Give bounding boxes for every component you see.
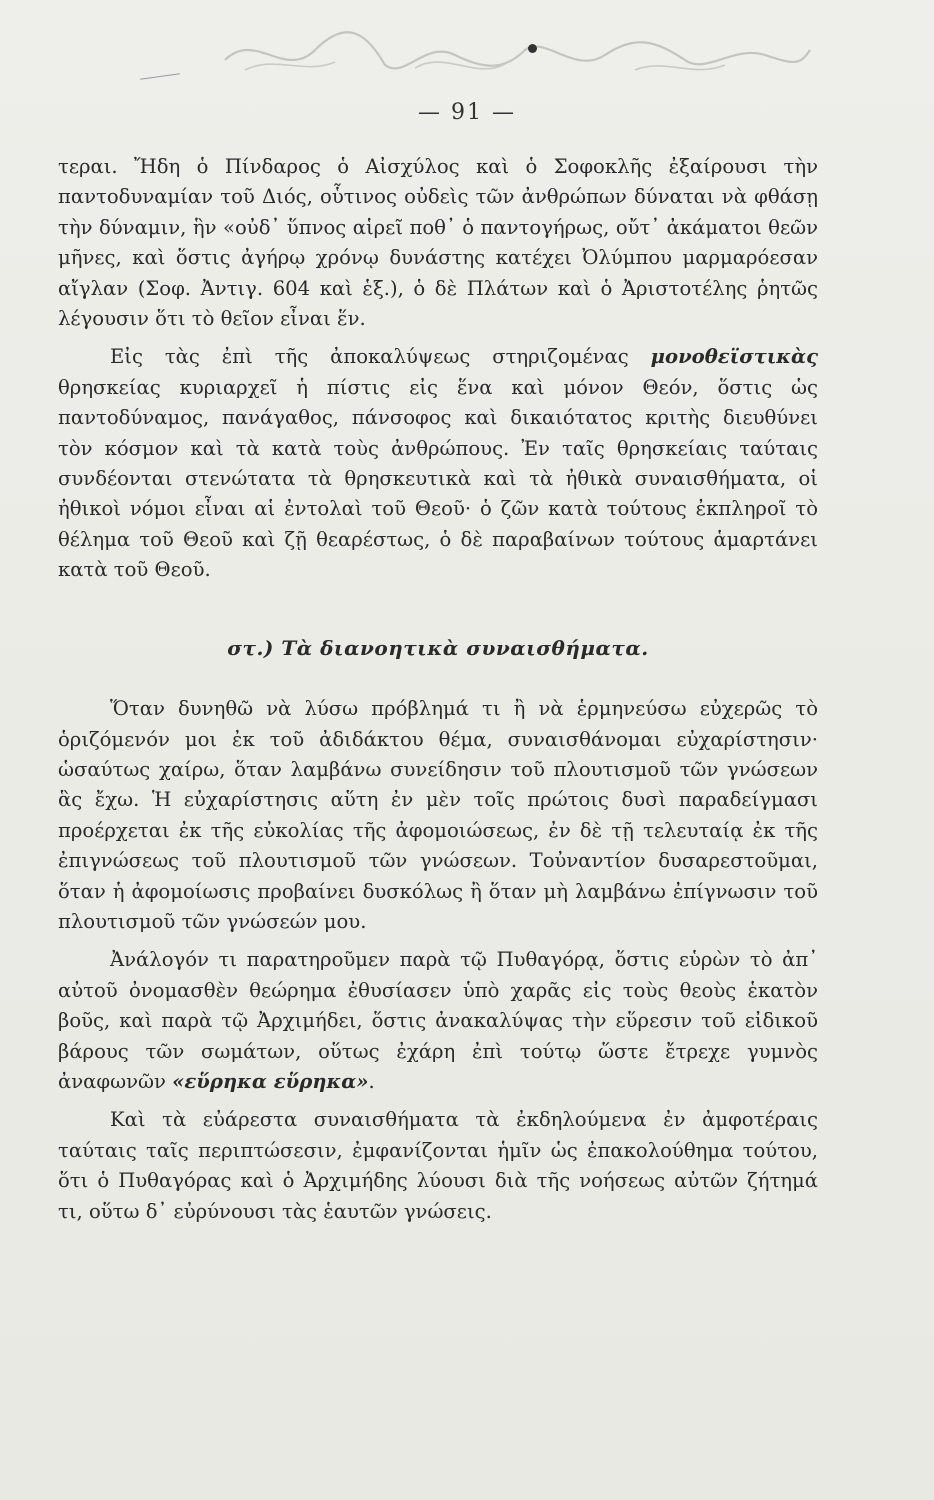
paragraph-4: [58, 945, 818, 1097]
page-number: — 91 —: [418, 100, 516, 125]
section-heading: στ.) Τὰ διανοητικὰ συναισθήματα.: [227, 635, 649, 660]
pencil-mark: [140, 73, 180, 80]
paragraph-4-start: Ἀνάλογόν τι παρατηροῦμεν παρὰ τῷ Πυθαγόρᾳ, ὅστις εὑρὼν τὸ ἀπ᾽ αὐτοῦ ὀνομασθὲν θεώρημα ἐθυσίασεν ὑπὸ χαρᾶς εἰς τοὺς θεοὺς ἑκατὸν βοῦς, καὶ παρὰ τῷ Ἀρχιμήδει, ὅστις ἀνακαλύψας τὴν εὕρεσιν τοῦ εἰδικοῦ βάρους τῶν σωμάτων, οὕτως ἐχάρη ἐπὶ τούτῳ ὥστε ἔτρεχε γυμνὸς ἀναφωνῶν: [58, 948, 818, 1093]
paragraph-4-end: .: [368, 1069, 375, 1093]
paragraph-2: [58, 342, 818, 585]
ink-dot: [528, 44, 537, 53]
paragraph-3: Ὅταν δυνηθῶ νὰ λύσω πρόβλημά τι ἢ νὰ ἑρμηνεύσω εὐχερῶς τὸ ὁριζόμενόν μοι ἐκ τοῦ ἀδιδάκτου θέμα, συναισθάνομαι εὐχαρίστησιν· ὡσαύτως χαίρω, ὅταν λαμβάνω συνείδησιν τοῦ πλουτισμοῦ τῶν γνώσεων ἃς ἔχω. Ἡ εὐχαρίστησις αὕτη ἐν μὲν τοῖς πρώτοις δυσὶ παραδείγμασι προέρχεται ἐκ τῆς εὐκολίας τῆς ἀφομοιώσεως, ἐν δὲ τῇ τελευταίᾳ ἐκ τῆς ἐπιγνώσεως τοῦ πλουτισμοῦ τῶν γνώσεων. Τοὐναντίον δυσαρεστοῦμαι, ὅταν ἡ ἀφομοίωσις προβαίνει δυσκόλως ἢ ὅταν μὴ λαμβάνω ἐπίγνωσιν τοῦ πλουτισμοῦ τῶν γνώσεών μου.: [58, 697, 818, 933]
body-text: [58, 152, 818, 1227]
paragraph-2-emphasis: μονοθεϊστικὰς: [650, 345, 818, 369]
paragraph-5: Καὶ τὰ εὐάρεστα συναισθήματα τὰ ἐκδηλούμενα ἐν ἀμφοτέραις ταύταις ταῖς περιπτώσεσιν, ἐμφανίζονται ἡμῖν ὡς ἐπακολούθημα τούτου, ὅτι ὁ Πυθαγόρας καὶ ὁ Ἀρχιμήδης λύουσι διὰ τῆς νοήσεως αὐτῶν ζήτημά τι, οὕτω δ᾽ εὐρύνουσι τὰς ἑαυτῶν γνώσεις.: [58, 1108, 818, 1223]
paragraph-2-start: Εἰς τὰς ἐπὶ τῆς ἀποκαλύψεως στηριζομένας: [110, 345, 651, 369]
handwritten-signature: [215, 20, 815, 90]
paragraph-1: τεραι. Ἤδη ὁ Πίνδαρος ὁ Αἰσχύλος καὶ ὁ Σοφοκλῆς ἐξαίρουσι τὴν παντοδυναμίαν τοῦ Διός, οὗτινος οὐδεὶς τῶν ἀνθρώπων δύναται νὰ φθάσῃ τὴν δύναμιν, ἣν «οὐδ᾽ ὕπνος αἱρεῖ ποθ᾽ ὁ παντογήρως, οὔτ᾽ ἀκάματοι θεῶν μῆνες, καὶ ὅστις ἀγήρῳ χρόνῳ δυνάστης κατέχει Ὀλύμπου μαρμαρόεσαν αἴγλαν (Σοφ. Ἀντιγ. 604 καὶ ἑξ.), ὁ δὲ Πλάτων καὶ ὁ Ἀριστοτέλης ῥητῶς λέγουσιν ὅτι τὸ θεῖον εἶναι ἕν.: [58, 155, 818, 331]
paragraph-2-end: θρησκείας κυριαρχεῖ ἡ πίστις εἰς ἕνα καὶ μόνον Θεόν, ὅστις ὡς παντοδύναμος, πανάγαθος, πάνσοφος καὶ δικαιότατος κριτὴς διευθύνει τὸν κόσμον καὶ τὰ κατὰ τοὺς ἀνθρώπους. Ἐν ταῖς θρησκείαις ταύταις συνδέονται στενώτατα τὰ θρησκευτικὰ καὶ τὰ ἠθικὰ συναισθήματα, οἱ ἠθικοὶ νόμοι εἶναι αἱ ἐντολαὶ τοῦ Θεοῦ· ὁ ζῶν κατὰ τούτους ἐκπληροῖ τὸ θέλημα τοῦ Θεοῦ καὶ ζῇ θεαρέστως, ὁ δὲ παραβαίνων τούτους ἁμαρτάνει κατὰ τοῦ Θεοῦ.: [58, 375, 818, 582]
paragraph-4-emphasis: «εὕρηκα εὕρηκα»: [172, 1069, 369, 1093]
